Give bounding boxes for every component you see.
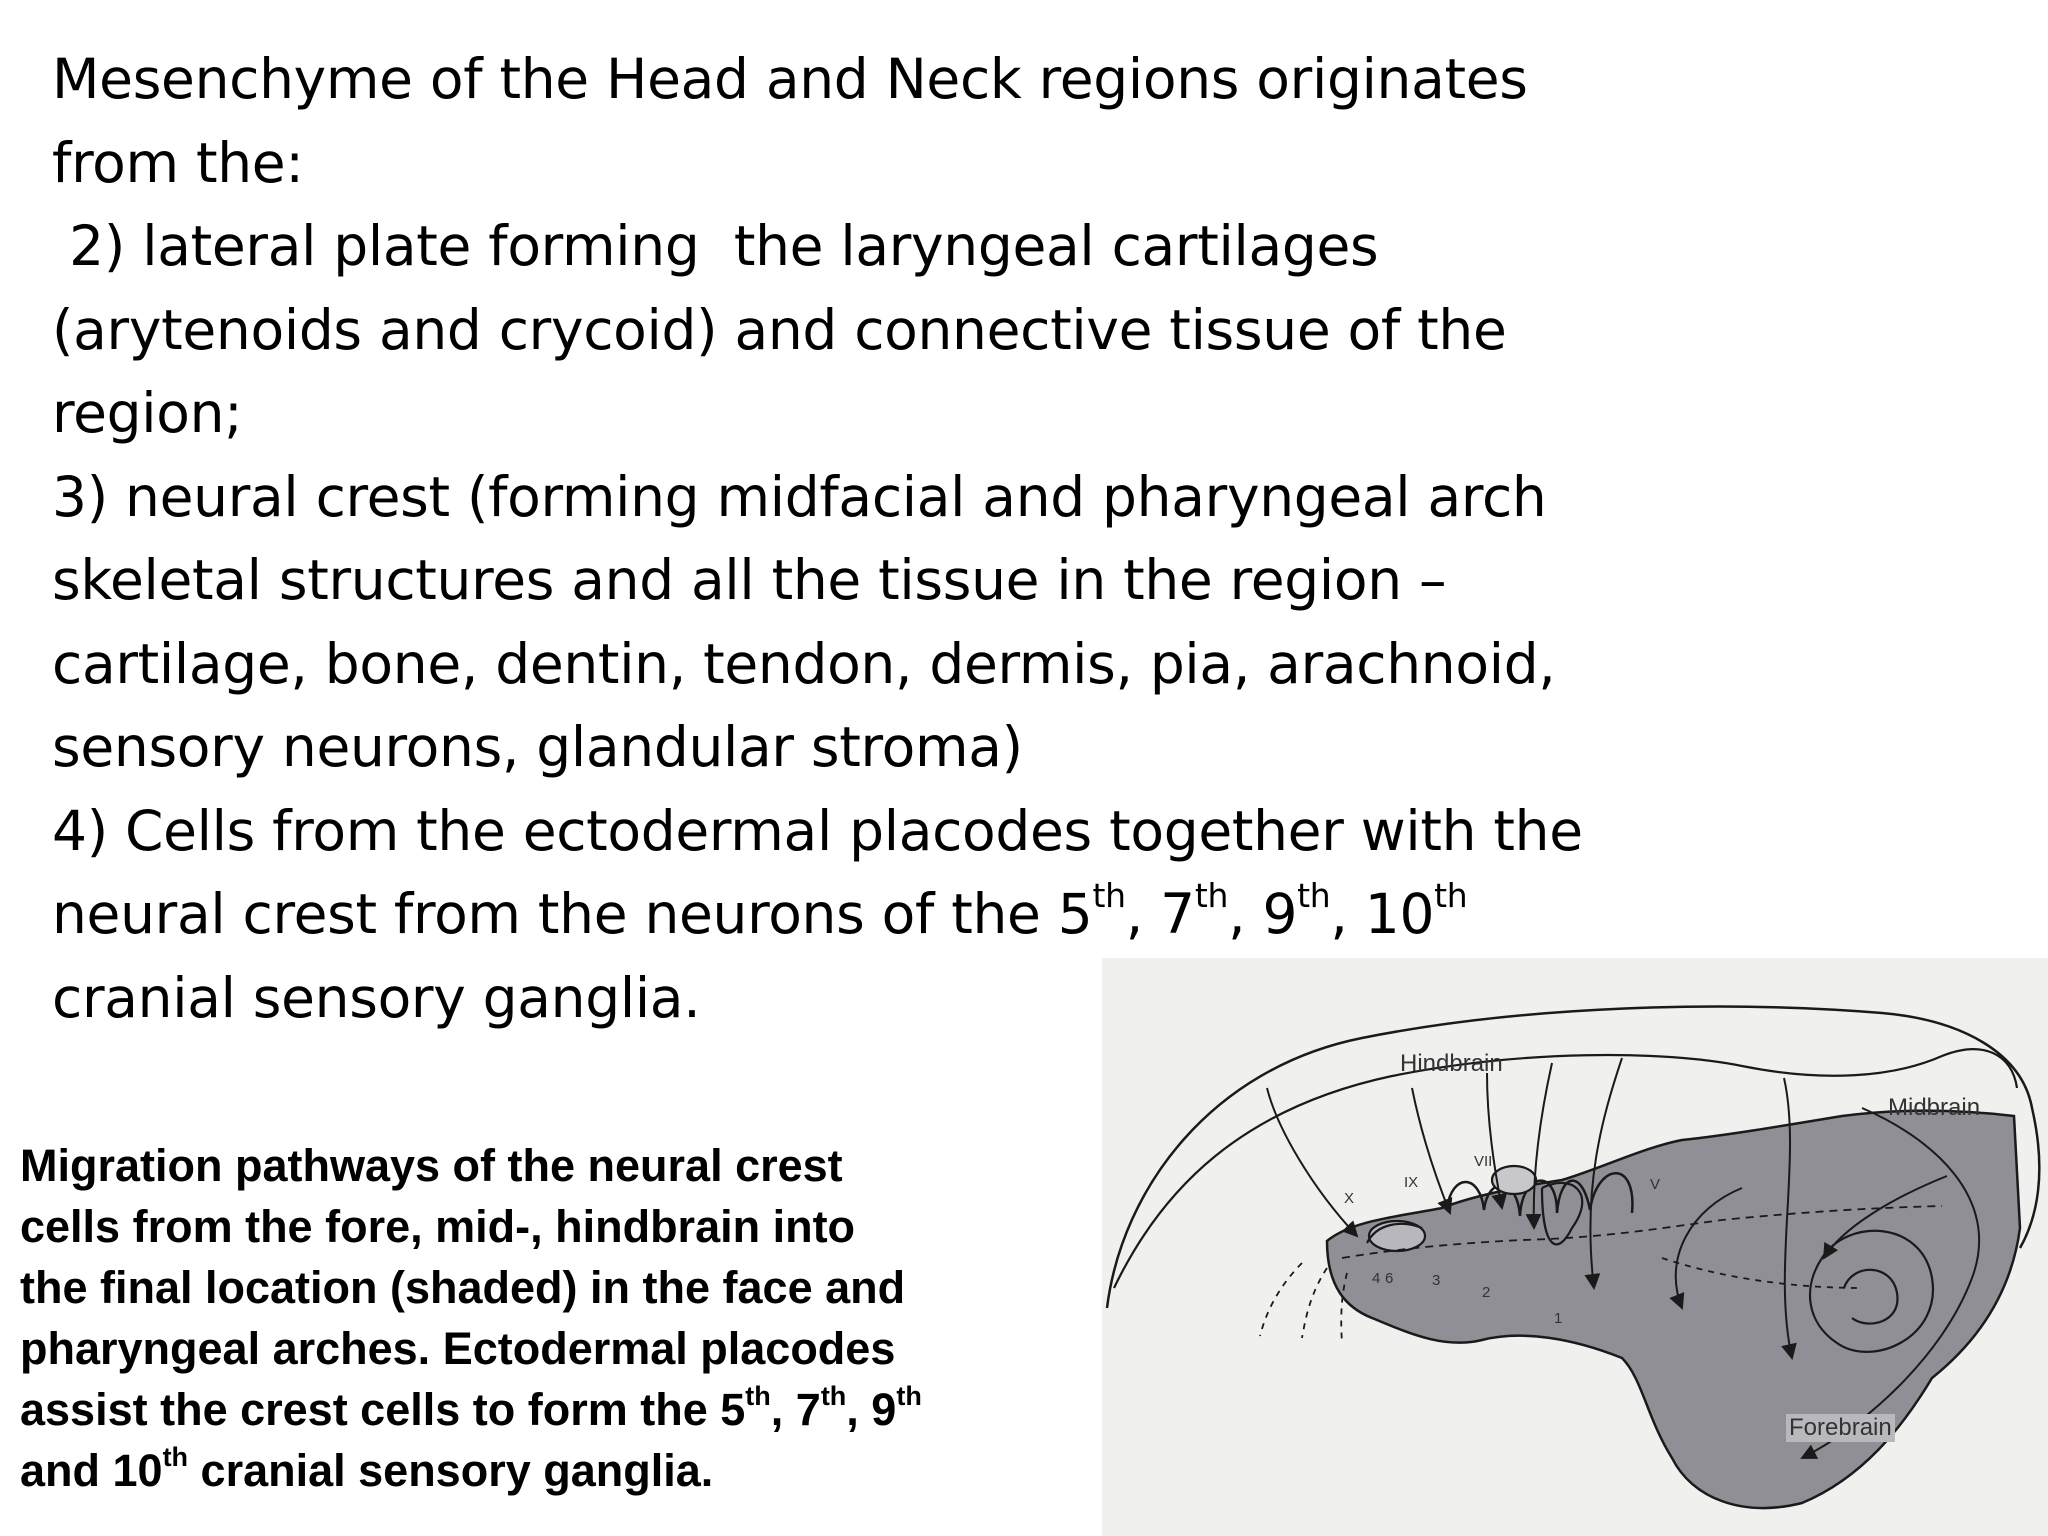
diagram-drawing [1102,958,2048,1536]
arch-number-6: 6 [1385,1270,1394,1287]
text-run: , 10 [1330,882,1435,946]
midbrain-label: Midbrain [1888,1094,1981,1121]
main-text-line: skeletal structures and all the tissue in the region – [52,548,1447,612]
arch-number-2: 2 [1482,1284,1491,1301]
nerve-label-v: V [1650,1176,1661,1193]
main-text-line [52,873,1652,957]
text-run: , 9 [1228,882,1298,946]
nerve-label-ix: IX [1404,1174,1419,1191]
main-text-block [52,38,1652,1040]
hindbrain-label: Hindbrain [1400,1050,1503,1077]
nerve-label-x: X [1344,1190,1355,1207]
superscript: th [896,1381,922,1411]
caption-line: cells from the fore, mid-, hindbrain into [20,1201,856,1252]
main-text-line: cartilage, bone, dentin, tendon, dermis, pia, arachnoid, [52,631,1556,696]
main-text-line: cranial sensory ganglia. [52,965,701,1030]
shaded-region [1327,1111,2020,1508]
text-run: , 7 [770,1384,821,1435]
superscript: th [1092,876,1126,915]
migration-arrow [1412,1088,1450,1213]
figure-caption [20,1135,1080,1501]
superscript: th [1194,876,1229,915]
text-run: neural crest from the neurons of the 5 [52,882,1093,946]
superscript: th [820,1381,847,1411]
superscript: th [1297,876,1331,915]
main-text-line: Mesenchyme of the Head and Neck regions originates [52,47,1528,111]
text-run: assist the crest cells to form the 5 [20,1384,746,1435]
caption-line [20,1440,1080,1501]
arch-number-1: 1 [1554,1310,1563,1327]
text-run: and 10 [20,1445,163,1496]
migration-arrow [1267,1088,1357,1236]
main-text-line: sensory neurons, glandular stroma) [52,715,1023,779]
main-text-line: (arytenoids and crycoid) and connective tissue of the [52,297,1507,362]
text-run: , 7 [1125,882,1195,946]
caption-line: Migration pathways of the neural crest [20,1140,843,1191]
text-run: , 9 [846,1384,897,1435]
main-text-line: 4) Cells from the ectodermal placodes together with the [52,798,1583,863]
caption-line [20,1379,1080,1440]
main-text-line: region; [52,381,243,445]
caption-line: the final location (shaded) in the face and [20,1262,906,1313]
main-text-line: 3) neural crest (forming midfacial and pharyngeal arch [52,464,1547,529]
main-text-line: 2) lateral plate forming the laryngeal cartilages [52,214,1379,278]
text-run: cranial sensory ganglia. [188,1445,714,1496]
arch-number-3: 3 [1432,1272,1441,1289]
superscript: th [745,1381,771,1411]
superscript: th [162,1442,189,1472]
arch-number-4: 4 [1372,1270,1381,1287]
main-text-line: from the: [52,130,304,195]
superscript: th [1434,876,1468,915]
nerve-label-vii: VII [1474,1153,1493,1170]
forebrain-label: Forebrain [1786,1414,1895,1442]
caption-line: pharyngeal arches. Ectodermal placodes [20,1323,896,1374]
neural-crest-migration-diagram [1102,958,2048,1536]
